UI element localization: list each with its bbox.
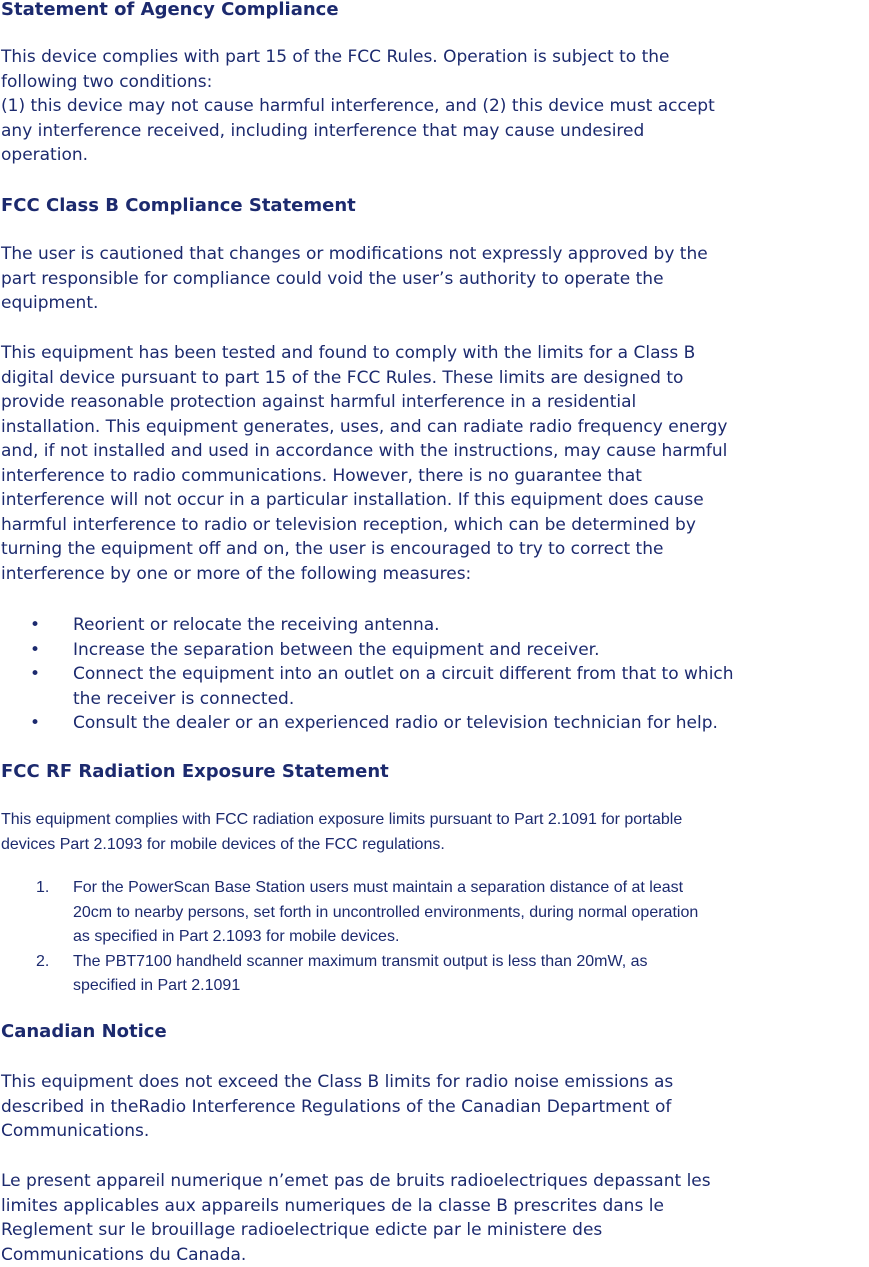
measure-item (0, 662, 869, 711)
rf-requirement-text: as specified in Part 2.1093 for mobile devices. (73, 925, 869, 950)
bullet-icon: • (30, 662, 40, 687)
text-line: harmful interference to radio or television reception, which can be determined by (1, 513, 869, 538)
bullet-icon: • (30, 711, 40, 736)
text-line: turning the equipment off and on, the user is encouraged to try to correct the (1, 537, 869, 562)
text-line: interference will not occur in a particular installation. If this equipment does cause (1, 488, 869, 513)
text-line: This equipment does not exceed the Class B limits for radio noise emissions as (1, 1070, 869, 1095)
text-line: part responsible for compliance could void the user’s authority to operate the (1, 267, 869, 292)
measure-item (0, 613, 869, 638)
text-line: following two conditions: (1, 70, 869, 95)
agency-compliance-heading: Statement of Agency Compliance (1, 0, 339, 22)
class-b-statement-text (1, 341, 869, 586)
measure-text: Consult the dealer or an experienced radio or television technician for help. (73, 711, 869, 736)
measure-text: Connect the equipment into an outlet on a circuit different from that to which (73, 662, 869, 687)
bullet-icon: • (30, 638, 40, 663)
text-line: interference by one or more of the following measures: (1, 562, 869, 587)
text-line: equipment. (1, 291, 869, 316)
rf-requirement-item (0, 876, 869, 950)
rf-requirement-item (0, 950, 869, 999)
text-line: digital device pursuant to part 15 of the FCC Rules. These limits are designed to (1, 366, 869, 391)
canadian-notice-english-text (1, 1070, 869, 1144)
rf-requirement-text: specified in Part 2.1091 (73, 974, 869, 999)
measures-list (0, 613, 869, 736)
text-line: This equipment complies with FCC radiation exposure limits pursuant to Part 2.1091 for portable (1, 808, 869, 833)
class-b-heading: FCC Class B Compliance Statement (1, 194, 356, 218)
rf-requirement-text: For the PowerScan Base Station users must maintain a separation distance of at least (73, 876, 869, 901)
text-line: and, if not installed and used in accordance with the instructions, may cause harmful (1, 439, 869, 464)
text-line: any interference received, including interference that may cause undesired (1, 119, 869, 144)
rf-requirement-text: 20cm to nearby persons, set forth in uncontrolled environments, during normal operation (73, 901, 869, 926)
text-line: Reglement sur le brouillage radioelectrique edicte par le ministere des (1, 1218, 869, 1243)
measure-text: the receiver is connected. (73, 687, 869, 712)
text-line: operation. (1, 143, 869, 168)
agency-compliance-text (1, 45, 869, 168)
text-line: provide reasonable protection against harmful interference in a residential (1, 390, 869, 415)
text-line: Communications. (1, 1119, 869, 1144)
text-line: installation. This equipment generates, uses, and can radiate radio frequency energy (1, 415, 869, 440)
text-line: This equipment has been tested and found to comply with the limits for a Class B (1, 341, 869, 366)
text-line: devices Part 2.1093 for mobile devices of the FCC regulations. (1, 833, 869, 858)
text-line: This device complies with part 15 of the FCC Rules. Operation is subject to the (1, 45, 869, 70)
text-line: (1) this device may not cause harmful interference, and (2) this device must accept (1, 94, 869, 119)
rf-requirements-list (0, 876, 869, 999)
rf-exposure-text (1, 808, 869, 857)
bullet-icon: • (30, 613, 40, 638)
measure-item (0, 711, 869, 736)
rf-requirement-text: The PBT7100 handheld scanner maximum transmit output is less than 20mW, as (73, 950, 869, 975)
canadian-notice-heading: Canadian Notice (1, 1020, 167, 1044)
text-line: Communications du Canada. (1, 1243, 869, 1267)
rf-exposure-heading: FCC RF Radiation Exposure Statement (1, 760, 389, 784)
canadian-notice-french-text (1, 1169, 869, 1267)
text-line: limites applicables aux appareils numeriques de la classe B prescrites dans le (1, 1194, 869, 1219)
text-line: The user is cautioned that changes or modifications not expressly approved by the (1, 242, 869, 267)
class-b-caution-text (1, 242, 869, 316)
list-number: 2. (36, 950, 49, 975)
text-line: described in theRadio Interference Regulations of the Canadian Department of (1, 1095, 869, 1120)
text-line: interference to radio communications. However, there is no guarantee that (1, 464, 869, 489)
measure-text: Increase the separation between the equipment and receiver. (73, 638, 869, 663)
measure-text: Reorient or relocate the receiving antenna. (73, 613, 869, 638)
measure-item (0, 638, 869, 663)
text-line: Le present appareil numerique n’emet pas de bruits radioelectriques depassant les (1, 1169, 869, 1194)
list-number: 1. (36, 876, 49, 901)
